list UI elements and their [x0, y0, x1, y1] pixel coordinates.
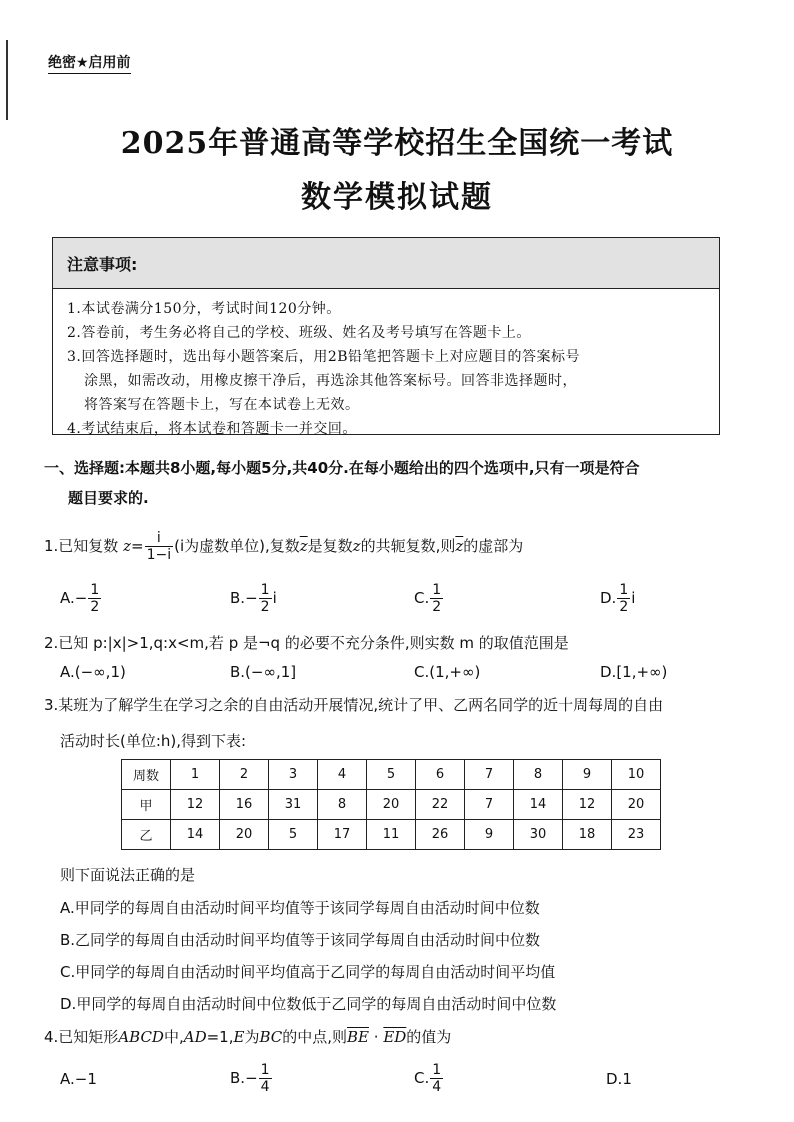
q1-frac-den: 1−i: [146, 547, 172, 563]
q3-option-c[interactable]: C.甲同学的每周自由活动时间平均值高于乙同学的每周自由活动时间平均值: [60, 963, 556, 981]
q4-text: 4.已知矩形: [44, 1028, 119, 1046]
q4-text: =1,: [206, 1028, 234, 1046]
q3-option-b[interactable]: B.乙同学的每周自由活动时间平均值等于该同学每周自由活动时间中位数: [60, 931, 541, 949]
section-line: 题目要求的.: [68, 489, 149, 507]
activity-table: [121, 759, 661, 850]
q1-option-b[interactable]: B.− $\frac{1}{2}$ i: [230, 582, 277, 615]
q3-option-d[interactable]: D.甲同学的每周自由活动时间中位数低于乙同学的每周自由活动时间中位数: [60, 995, 557, 1013]
q1-fraction: [145, 530, 174, 563]
q2-option-d[interactable]: D.[1,+∞): [600, 663, 668, 681]
q1-text: 是复数: [307, 537, 353, 555]
q1-text: 1.已知复数: [44, 537, 119, 555]
table-cell: 18: [563, 820, 612, 850]
table-cell: 12: [563, 790, 612, 820]
q1-eq: =: [131, 537, 144, 555]
q4-vector: $\overline{ED}$: [383, 1028, 407, 1046]
question-3-line1: 3.某班为了解学生在学习之余的自由活动开展情况,统计了甲、乙两名同学的近十周每周的自由: [44, 696, 664, 714]
q4-var: ABCD: [118, 1028, 164, 1046]
q1-option-a[interactable]: A.− $\frac{1}{2}$: [60, 582, 100, 615]
notice-body: [53, 289, 719, 441]
q1-option-c[interactable]: C. $\frac{1}{2}$: [414, 582, 442, 615]
table-cell: 17: [318, 820, 367, 850]
q4-text: 中,: [163, 1028, 184, 1046]
table-cell: 9: [563, 760, 612, 790]
table-cell: 20: [367, 790, 416, 820]
table-cell: 23: [612, 820, 661, 850]
table-cell: 14: [514, 790, 563, 820]
q2-option-c[interactable]: C.(1,+∞): [414, 663, 481, 681]
q1-conj: $\overline{z}$: [299, 537, 308, 555]
table-cell: 3: [269, 760, 318, 790]
q3-stem: 则下面说法正确的是: [60, 866, 196, 884]
table-row: [122, 760, 661, 790]
question-2: 2.已知 p:|x|>1,q:x<m,若 p 是¬q 的必要不充分条件,则实数 m 的取值范围是: [44, 634, 569, 652]
notice-item: 2.答卷前，考生务必将自己的学校、班级、姓名及考号填写在答题卡上。: [67, 325, 531, 341]
table-cell: 8: [318, 790, 367, 820]
q1-conj: $\overline{z}$: [455, 537, 464, 555]
table-cell: 16: [220, 790, 269, 820]
table-cell: 20: [612, 790, 661, 820]
q1-text: (i为虚数单位),复数: [174, 537, 300, 555]
notice-heading: 注意事项:: [53, 238, 719, 289]
exam-subtitle: 数学模拟试题: [301, 180, 493, 215]
q4-option-a[interactable]: A.−1: [60, 1070, 97, 1088]
q4-text: 的值为: [406, 1028, 452, 1046]
section-heading: [44, 453, 744, 513]
question-1: [44, 530, 523, 563]
secret-label: 绝密★启用前: [48, 52, 131, 74]
q4-var: E: [233, 1028, 245, 1046]
q4-vector: $\overline{BE}$: [347, 1028, 369, 1046]
table-cell: 20: [220, 820, 269, 850]
table-cell: 9: [465, 820, 514, 850]
q4-var: AD: [183, 1028, 207, 1046]
table-cell: 14: [171, 820, 220, 850]
q4-var: BC: [259, 1028, 283, 1046]
question-3-line2: 活动时长(单位:h),得到下表:: [60, 732, 247, 750]
notice-item: 4.考试结束后，将本试卷和答题卡一并交回。: [67, 421, 357, 437]
table-cell: 5: [367, 760, 416, 790]
table-cell: 7: [465, 760, 514, 790]
q4-option-b[interactable]: B.− $\frac{1}{4}$: [230, 1062, 270, 1095]
q4-text: 为: [244, 1028, 260, 1046]
table-cell: 4: [318, 760, 367, 790]
q1-var: z: [352, 537, 361, 555]
notice-item: 涂黑，如需改动，用橡皮擦干净后，再选涂其他答案标号。回答非选择题时，: [84, 373, 577, 389]
notice-item: 将答案写在答题卡上，写在本试卷上无效。: [84, 397, 360, 413]
table-cell: 12: [171, 790, 220, 820]
margin-line: [6, 40, 8, 120]
question-4: [44, 1026, 451, 1047]
table-cell: 22: [416, 790, 465, 820]
q2-option-b[interactable]: B.(−∞,1]: [230, 663, 297, 681]
notice-item: 3.回答选择题时，选出每小题答案后，用2B铅笔把答题卡上对应题目的答案标号: [67, 349, 581, 365]
exam-title: 2025年普通高等学校招生全国统一考试: [120, 126, 674, 161]
q2-option-a[interactable]: A.(−∞,1): [60, 663, 126, 681]
table-cell: 5: [269, 820, 318, 850]
table-cell: 1: [171, 760, 220, 790]
q4-option-d[interactable]: D.1: [606, 1070, 632, 1088]
table-row: [122, 820, 661, 850]
q3-option-a[interactable]: A.甲同学的每周自由活动时间平均值等于该同学每周自由活动时间中位数: [60, 899, 540, 917]
table-cell: 26: [416, 820, 465, 850]
q4-text: 的中点,则: [282, 1028, 348, 1046]
table-cell: 8: [514, 760, 563, 790]
table-cell: 周数: [122, 760, 171, 790]
notice-box: [52, 237, 720, 435]
table-cell: 乙: [122, 820, 171, 850]
table-cell: 7: [465, 790, 514, 820]
q4-option-c[interactable]: C. $\frac{1}{4}$: [414, 1062, 442, 1095]
section-line: 一、选择题:本题共8小题,每小题5分,共40分.在每小题给出的四个选项中,只有一项是符合: [44, 459, 640, 477]
q1-text: 的虚部为: [463, 537, 524, 555]
table-cell: 31: [269, 790, 318, 820]
table-cell: 甲: [122, 790, 171, 820]
table-cell: 2: [220, 760, 269, 790]
q1-text: 的共轭复数,则: [360, 537, 456, 555]
q1-option-d[interactable]: D. $\frac{1}{2}$ i: [600, 582, 636, 615]
q1-var: z: [123, 537, 131, 555]
table-cell: 30: [514, 820, 563, 850]
table-cell: 10: [612, 760, 661, 790]
notice-item: 1.本试卷满分150分，考试时间120分钟。: [67, 301, 341, 317]
q1-frac-num: i: [145, 530, 174, 547]
table-row: [122, 790, 661, 820]
table-cell: 11: [367, 820, 416, 850]
table-cell: 6: [416, 760, 465, 790]
q4-dot: ·: [369, 1028, 384, 1046]
